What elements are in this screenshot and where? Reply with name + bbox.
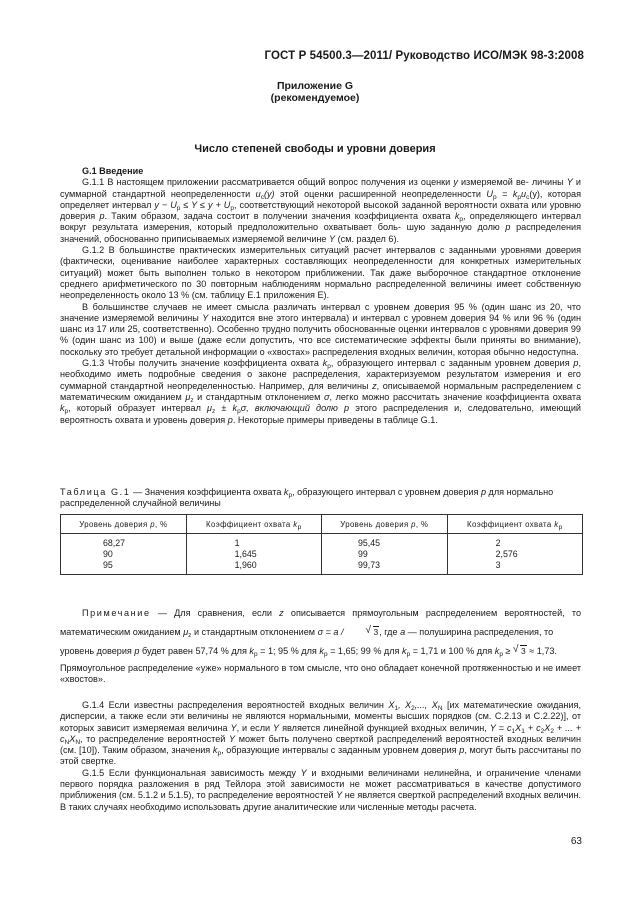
sqrt-symbol: √ 3 <box>513 644 526 656</box>
table-note <box>60 604 581 661</box>
table-header-row <box>61 515 583 534</box>
paragraph-g15: G.1.5 Если функциональная зависимость между Y и входными величинами нелинейна, и ограничение членами первого порядка разложения в ряд Тейлора этой зависимости не может рассматриваться в качестве допустимого приближения (см. 5.1.2 и 5.1.5), то распределение вероятностей Y не является сверткой распределений входных величин. В таких случаях необходимо использовать другие аналитические или численные методы расчета. <box>60 767 582 812</box>
paragraph-g11: G.1.1 В настоящем приложении рассматривается общий вопрос получения из оценки y измеряемой ве- личины Y и суммарной стандартной неопределенности $u_c(y)$ этой оценки расширенной неопределенности $U_p = k_pu_c(y)$, которая определяет интервал $y - U_p \le Y \le y + U_p$, соответствующий некоторой высокой заданной вероятности охвата или уровню доверия p. Таким образом, задача состоит в получении значения коэффициента охвата $k_p$, определяющего интервал вокруг результата измерения, который предположительно охватывает боль- шую заданную долю p распределения значений, обоснованно приписываемых измеряемой величине Y (см. раздел 6). <box>60 177 582 244</box>
table-caption: Таблица G.1 — Значения коэффициента охвата $k_p$, образующего интервал с уровнем доверия p для нормально распределенной случайной величины <box>60 487 554 509</box>
paragraph-g13: G.1.3 Чтобы получить значение коэффициента охвата $k_p$, образующего интервал с заданным уровнем доверия p, необходимо иметь подробные сведения о законе распределения, характеризуемом результатом измерения и его суммарной стандартной неопределенностью. Например, для величины z, описываемой нормальным распределением с математическим ожиданием $\mu_z$ и стандартным отклонением σ, легко можно рассчитать значение коэффициента охвата $k_p$, который образует интервал $\mu_z \pm k_p\sigma$, включающий долю p этого распределения и, следовательно, имеющий вероятность охвата и уровень доверия p. Некоторые примеры приведены в таблице G.1. <box>60 358 582 425</box>
col-header-confidence-1: Уровень доверия p, % <box>61 515 187 534</box>
table-cell: 1 <box>234 538 240 548</box>
table-col-confidence-2 <box>321 534 447 575</box>
paragraph-g12-continued: В большинстве случаев не имеет смысла различать интервал с уровнем доверия 95 % (один шанс из 20, что значение измеряемой величины Y находится вне этого интервала) и интервал с уровнем доверия 94 % или 96 % (один шанс из 17 или 25, соответственно). Особенно трудно получить обоснованные оценки интервалов с уровнями доверия 99 % (один шанс из 100) и выше (даже если допустить, что все систематические эффекты были приняты во внимание), поскольку это требует детальной информации о «хвостах» распределения входных величин, которая обычно недоступна. <box>60 301 582 357</box>
table-cell: 2 <box>495 538 501 548</box>
table-cell: 99,73 <box>357 559 380 570</box>
table-cell: 95,45 <box>357 538 380 548</box>
table-cell: 90 <box>103 548 113 559</box>
note-text-continued: уровень доверия p будет равен 57,74 % для $k_p = 1$; 95 % для $k_p = 1,65$; 99 % для $k_p = 1,71$ и 100 % для $k_p$ ≥ √ 3 ≈ 1,73. <box>60 642 581 661</box>
note-rectangular-text: Прямоугольное распределение «уже» нормального в том смысле, что оно обладает конечной протяженностью и не имеет «хвостов». <box>60 663 581 685</box>
section-heading: G.1 Введение <box>82 166 144 176</box>
table-cell: 1,960 <box>234 559 257 570</box>
table-cell: 1,645 <box>234 548 257 559</box>
annex-title: Число степеней свободы и уровни доверия <box>194 143 436 155</box>
page-number: 63 <box>570 836 582 847</box>
annex-name: Приложение G <box>276 80 354 92</box>
table-col-confidence-1 <box>61 534 187 575</box>
table-col-coverage-1 <box>186 534 321 575</box>
body-text-top <box>60 166 581 426</box>
table-cell: 99 <box>357 548 368 559</box>
table-col-coverage-2 <box>447 534 582 575</box>
paragraph-g12: G.1.2 В большинстве практических измерительных ситуаций расчет интервалов с заданными уровнями доверия (фактически, оценивание наиболее характерных составляющих неопределенности для конкретных измерительных ситуаций) может быть выполнен только в некотором приближении. Так даже выборочное стандартное отклонение среднего арифметического по 30 повторным наблюдениям нормально распределенной величины имеет собственную неопределенность около 13 % (см. таблицу Е.1 приложения Е). <box>60 245 581 301</box>
table-row <box>61 534 583 575</box>
col-header-confidence-2: Уровень доверия p, % <box>321 515 447 534</box>
table-cell: 95 <box>103 559 113 570</box>
coverage-factor-table <box>60 514 583 575</box>
col-header-coverage-2: Коэффициент охвата $k_p$ <box>447 515 582 534</box>
paragraph-g14: G.1.4 Если известны распределения вероятностей входных величин $X_1$, $X_2$,..., $X_N$ [их математические ожидания, дисперсии, а также если эти величины не являются нормальными, моменты высших порядков (см. С.2.13 и С.2.22)], от которых зависит измеряемая величина Y, и если Y является линейной функцией входных величин, $Y = c_1X_1 + c_2X_2$ + ... + $c_NX_N$, то распределение вероятностей Y может быть получено сверткой распределений вероятностей входных величин (см. [10]). Таким образом, значения $k_p$, образующие интервалы с заданным уровнем доверия p, могут быть рассчитаны по этой свертке. <box>60 700 582 767</box>
body-text-bottom <box>60 700 581 813</box>
table-cell: 2,576 <box>495 548 518 559</box>
note-text: Примечание — Для сравнения, если z описывается прямоугольным распределением вероятностей, то математическим ожиданием $\mu_z$ и стандартным отклонением σ = a / √ 3, где a — полуширина распределения, то <box>60 604 581 642</box>
annex-status: (рекомендуемое) <box>270 92 360 104</box>
table-cell: 68,27 <box>103 538 126 548</box>
note-rectangular <box>60 663 581 686</box>
col-header-coverage-1: Коэффициент охвата $k_p$ <box>186 515 321 534</box>
standard-header: ГОСТ Р 54500.3—2011/ Руководство ИСО/МЭК 98-3:2008 <box>264 50 584 62</box>
table-cell: 3 <box>495 559 501 570</box>
sqrt-symbol: √ 3 <box>365 625 379 637</box>
